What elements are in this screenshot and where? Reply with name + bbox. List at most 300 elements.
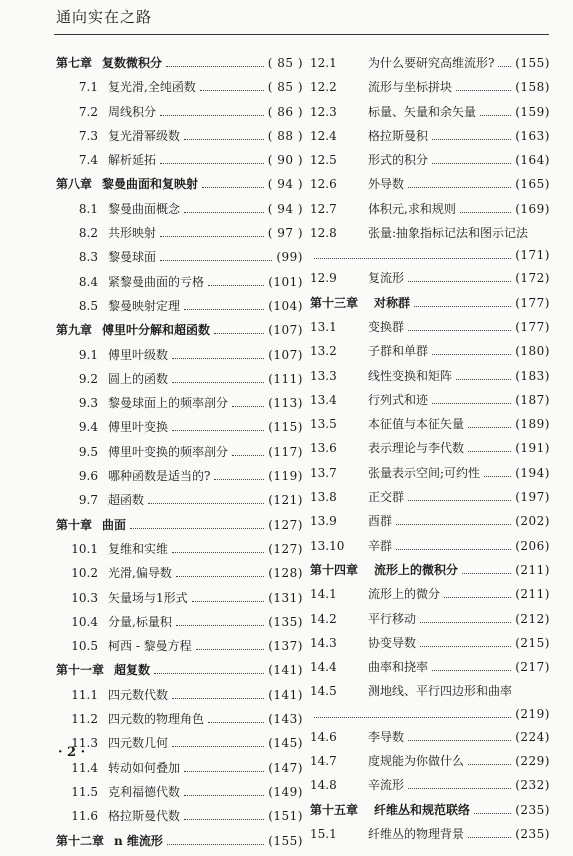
toc-entry-title: 圆上的函数	[108, 371, 169, 386]
toc-entry-page: ( 85 )	[267, 80, 303, 95]
toc-entry-number: 14.7	[310, 754, 337, 769]
toc-section-entry	[310, 127, 550, 151]
toc-entry-title: 克利福德代数	[108, 784, 181, 799]
toc-entry-page: ( 94 )	[267, 177, 303, 192]
dot-leader	[420, 637, 511, 646]
toc-entry-title: 四元数几何	[108, 736, 169, 751]
toc-entry-page: (145)	[268, 736, 303, 751]
toc-section-entry	[310, 200, 550, 224]
toc-entry-title: 张量表示空间;可约性	[368, 465, 481, 480]
toc-entry-page: (151)	[268, 809, 303, 824]
toc-entry-title: 超复数	[114, 663, 151, 678]
toc-entry-page: (206)	[515, 538, 550, 553]
toc-entry-number: 8.2	[78, 226, 98, 241]
toc-entry-number: 13.7	[310, 465, 337, 480]
toc-entry-page: (171)	[515, 248, 550, 263]
dot-leader	[160, 155, 264, 164]
toc-entry-title: 流形与坐标拼块	[368, 80, 453, 95]
dot-leader	[214, 471, 264, 480]
toc-section-entry	[56, 637, 303, 661]
toc-entry-page: (235)	[515, 802, 550, 817]
toc-entry-number: 13.1	[310, 319, 337, 334]
toc-entry-number: 11.5	[71, 784, 98, 799]
toc-entry-page: (155)	[515, 56, 550, 70]
dot-leader	[468, 419, 511, 428]
toc-entry-page: (113)	[268, 396, 303, 411]
dot-leader	[408, 780, 511, 789]
toc-chapter-entry	[310, 294, 550, 318]
toc-entry-title: 四元数的物理角色	[108, 712, 205, 727]
toc-section-entry	[310, 752, 550, 776]
running-header: 通向实在之路	[56, 8, 153, 26]
dot-leader	[172, 689, 264, 698]
toc-section-entry	[310, 537, 550, 561]
dot-leader	[396, 516, 511, 525]
toc-entry-page: (137)	[268, 639, 303, 654]
toc-entry-page: (127)	[268, 517, 303, 532]
toc-section-entry	[56, 151, 303, 175]
toc-chapter-entry	[56, 321, 303, 345]
toc-section-entry	[56, 273, 303, 297]
dot-leader	[432, 394, 511, 403]
toc-entry-title: 变换群	[368, 319, 405, 334]
dot-leader	[468, 829, 511, 838]
toc-section-entry	[310, 610, 550, 634]
toc-section-entry	[310, 825, 550, 849]
toc-entry-number: 14.6	[310, 729, 337, 744]
toc-entry-page: (143)	[268, 712, 303, 727]
toc-entry-number: 10.2	[71, 566, 98, 581]
toc-entry-number: 14.2	[310, 611, 337, 626]
toc-section-entry	[310, 367, 550, 391]
toc-entry-title: 辛群	[368, 538, 393, 553]
toc-entry-title: 柯西 - 黎曼方程	[108, 639, 192, 654]
toc-entry-page: (147)	[268, 760, 303, 775]
dot-leader	[408, 179, 511, 188]
toc-entry-page: (158)	[515, 80, 550, 95]
dot-leader	[202, 179, 264, 188]
toc-entry-page: (117)	[268, 444, 303, 459]
toc-entry-title: 度规能为你做什么	[368, 754, 465, 769]
toc-entry-number: 9.6	[78, 469, 98, 484]
toc-section-entry	[310, 54, 550, 78]
toc-entry-page: (163)	[515, 128, 550, 143]
dot-leader	[462, 565, 511, 574]
toc-section-entry	[56, 297, 303, 321]
toc-entry-page: (194)	[515, 465, 550, 480]
dot-leader	[456, 82, 511, 91]
toc-chapter-entry	[56, 175, 303, 199]
toc-section-entry	[56, 467, 303, 491]
toc-section-entry	[310, 103, 550, 127]
toc-section-entry	[310, 342, 550, 366]
toc-entry-page: (187)	[515, 392, 550, 407]
toc-entry-title: 周线积分	[108, 104, 157, 119]
toc-entry-page: ( 90 )	[267, 153, 303, 168]
toc-entry-title: 纤维丛和规范联络	[374, 802, 471, 817]
dot-leader	[444, 589, 511, 598]
toc-section-entry	[56, 540, 303, 564]
toc-entry-number: 9.2	[78, 371, 98, 386]
toc-entry-title: 形式的积分	[368, 153, 429, 168]
toc-entry-page: ( 88 )	[267, 128, 303, 143]
toc-entry-page: (128)	[268, 566, 303, 581]
dot-leader	[172, 373, 264, 382]
toc-entry-title: 曲面	[102, 517, 127, 532]
toc-entry-number: 9.1	[78, 347, 98, 362]
toc-entry-number: 9.4	[78, 420, 98, 435]
dot-leader	[184, 131, 264, 140]
dot-leader	[468, 443, 511, 452]
toc-chapter-entry	[310, 561, 550, 585]
toc-section-entry	[310, 658, 550, 682]
toc-entry-title: 子群和单群	[368, 344, 429, 359]
toc-entry-title: 流形上的微积分	[374, 562, 459, 577]
toc-entry-page: (224)	[515, 729, 550, 744]
toc-entry-page: (211)	[515, 562, 550, 577]
dot-leader	[498, 58, 511, 67]
toc-left-column	[56, 54, 303, 856]
dot-leader	[172, 544, 264, 553]
toc-entry-number: 13.8	[310, 490, 337, 505]
toc-entry-title: 格拉斯曼代数	[108, 809, 181, 824]
toc-entry-number: 第十四章	[310, 562, 359, 577]
toc-entry-title: 分量,标量积	[108, 614, 172, 629]
toc-entry-number: 14.1	[310, 587, 337, 602]
toc-entry-title: 格拉斯曼积	[368, 128, 429, 143]
toc-entry-page: (189)	[515, 417, 550, 432]
dot-leader	[208, 276, 264, 285]
toc-entry-number: 12.3	[310, 104, 337, 119]
toc-right-column	[310, 54, 550, 849]
dot-leader	[432, 131, 511, 140]
toc-entry-number: 7.4	[78, 153, 98, 168]
toc-entry-page: (119)	[268, 469, 303, 484]
toc-entry-title: 正交群	[368, 490, 405, 505]
toc-section-entry	[56, 370, 303, 394]
toc-section-entry	[56, 710, 303, 734]
toc-entry-title: 测地线、平行四边形和曲率	[368, 684, 513, 699]
toc-entry-title: 黎曼曲面和复映射	[102, 177, 199, 192]
dot-leader	[184, 811, 264, 820]
toc-entry-title: 复流形	[368, 271, 405, 286]
dot-leader	[314, 708, 511, 717]
dot-leader	[154, 665, 264, 674]
dot-leader	[456, 370, 511, 379]
toc-entry-number: 7.2	[78, 104, 98, 119]
toc-entry-number: 第十二章	[56, 833, 105, 848]
dot-leader	[184, 762, 264, 771]
dot-leader	[176, 568, 264, 577]
toc-entry-page: (235)	[515, 826, 550, 841]
toc-entry-title: 张量:抽象指标记法和图示记法	[368, 226, 529, 241]
toc-entry-page: ( 94 )	[267, 201, 303, 216]
toc-entry-page: (104)	[268, 298, 303, 313]
toc-entry-page: (149)	[268, 784, 303, 799]
toc-entry-page: (135)	[268, 614, 303, 629]
toc-section-entry	[56, 418, 303, 442]
toc-entry-number: 12.5	[310, 153, 337, 168]
dot-leader	[396, 540, 511, 549]
toc-section-entry	[310, 318, 550, 342]
dot-leader	[192, 592, 265, 601]
toc-entry-number: 12.4	[310, 128, 337, 143]
toc-entry-page: (215)	[515, 635, 550, 650]
toc-entry-title: 对称群	[374, 295, 411, 310]
toc-entry-title: 共形映射	[108, 226, 157, 241]
toc-entry-number: 10.4	[71, 614, 98, 629]
toc-entry-page: (164)	[515, 153, 550, 168]
toc-section-entry	[310, 415, 550, 439]
toc-entry-number: 9.7	[78, 493, 98, 508]
toc-entry-title: 四元数代数	[108, 687, 169, 702]
dot-leader	[172, 738, 264, 747]
toc-section-entry	[56, 491, 303, 515]
toc-entry-title: 光滑,偏导数	[108, 566, 172, 581]
dot-leader	[172, 422, 264, 431]
toc-entry-title: 哪种函数是适当的?	[108, 469, 211, 484]
toc-entry-number: 14.3	[310, 635, 337, 650]
dot-leader	[160, 252, 272, 261]
toc-entry-title: 复维和实维	[108, 541, 169, 556]
toc-entry-page: (107)	[268, 323, 303, 338]
toc-entry-number: 8.4	[78, 274, 98, 289]
toc-entry-number: 15.1	[310, 826, 337, 841]
toc-section-entry	[56, 224, 303, 248]
toc-chapter-entry	[56, 661, 303, 685]
toc-entry-title: 本征值与本征矢量	[368, 417, 465, 432]
toc-entry-page: (141)	[268, 663, 303, 678]
toc-entry-page: (212)	[515, 611, 550, 626]
toc-entry-number: 11.4	[71, 760, 98, 775]
dot-leader	[167, 835, 264, 844]
toc-section-entry	[56, 686, 303, 710]
toc-entry-title: 为什么要研究高维流形?	[368, 56, 495, 70]
toc-entry-title: 流形上的微分	[368, 587, 441, 602]
toc-entry-number: 13.2	[310, 344, 337, 359]
toc-entry-number: 12.9	[310, 271, 337, 286]
toc-entry-number: 12.7	[310, 201, 337, 216]
toc-entry-number: 13.9	[310, 514, 337, 529]
dot-leader	[160, 228, 264, 237]
toc-entry-number: 第十五章	[310, 802, 359, 817]
toc-entry-page: (107)	[268, 347, 303, 362]
toc-entry-page: ( 86 )	[267, 104, 303, 119]
toc-entry-title: 表示理论与李代数	[368, 441, 465, 456]
toc-entry-number: 14.8	[310, 778, 337, 793]
dot-leader	[314, 250, 511, 259]
dot-leader	[432, 346, 511, 355]
dot-leader	[166, 58, 264, 67]
dot-leader	[468, 756, 511, 765]
toc-entry-number: 13.4	[310, 392, 337, 407]
toc-entry-page: (217)	[515, 660, 550, 675]
toc-entry-title: 复光滑,全纯函数	[108, 80, 196, 95]
toc-section-entry	[310, 224, 550, 248]
toc-section-entry	[56, 807, 303, 831]
toc-section-entry	[310, 728, 550, 752]
toc-section-entry	[56, 443, 303, 467]
toc-entry-title: n 维流形	[114, 833, 163, 848]
toc-entry-title: 纤维丛的物理背景	[368, 826, 465, 841]
toc-entry-number: 8.1	[78, 201, 98, 216]
toc-entry-number: 13.10	[310, 538, 345, 553]
toc-entry-page: (159)	[515, 104, 550, 119]
toc-entry-page: (169)	[515, 201, 550, 216]
toc-entry-title: 线性变换和矩阵	[368, 368, 453, 383]
dot-leader	[184, 203, 264, 212]
toc-entry-title: 解析延拓	[108, 153, 157, 168]
dot-leader	[432, 155, 511, 164]
toc-entry-page: (219)	[515, 706, 550, 721]
toc-entry-number: 7.1	[78, 80, 98, 95]
toc-entry-title: 黎曼映射定理	[108, 298, 181, 313]
toc-entry-page: (232)	[515, 778, 550, 793]
toc-section-entry	[310, 175, 550, 199]
dot-leader	[184, 787, 264, 796]
dot-leader	[148, 495, 264, 504]
toc-entry-page: (180)	[515, 344, 550, 359]
toc-entry-number: 13.6	[310, 441, 337, 456]
toc-entry-page: (165)	[515, 177, 550, 192]
dot-leader	[172, 349, 264, 358]
toc-entry-number: 12.2	[310, 80, 337, 95]
dot-leader	[208, 714, 264, 723]
toc-entry-page: (183)	[515, 368, 550, 383]
toc-entry-number: 11.1	[71, 687, 98, 702]
toc-entry-title: 辛流形	[368, 778, 405, 793]
toc-entry-title: 平行移动	[368, 611, 417, 626]
toc-section-entry	[56, 589, 303, 613]
toc-section-entry	[310, 248, 550, 269]
toc-section-entry	[56, 78, 303, 102]
toc-entry-number: 第八章	[56, 177, 93, 192]
toc-entry-number: 13.5	[310, 417, 337, 432]
toc-section-entry	[310, 439, 550, 463]
toc-entry-page: (111)	[268, 371, 303, 386]
toc-entry-page: (177)	[515, 319, 550, 334]
toc-section-entry	[310, 634, 550, 658]
toc-chapter-entry	[310, 801, 550, 825]
toc-entry-page: (99)	[276, 250, 303, 265]
toc-entry-number: 12.1	[310, 56, 337, 70]
toc-entry-page: (202)	[515, 514, 550, 529]
toc-entry-title: 复数微积分	[102, 56, 163, 70]
toc-entry-title: 矢量场与1形式	[108, 590, 188, 605]
toc-section-entry	[310, 512, 550, 536]
toc-section-entry	[56, 103, 303, 127]
toc-section-entry	[56, 346, 303, 370]
toc-entry-title: 傅里叶分解和超函数	[102, 323, 211, 338]
toc-section-entry	[310, 269, 550, 293]
toc-chapter-entry	[56, 832, 303, 856]
toc-section-entry	[56, 127, 303, 151]
toc-entry-page: (155)	[268, 833, 303, 848]
toc-entry-number: 第九章	[56, 323, 93, 338]
toc-entry-title: 傅里叶变换的频率剖分	[108, 444, 229, 459]
toc-entry-page: (121)	[268, 493, 303, 508]
toc-entry-number: 13.3	[310, 368, 337, 383]
toc-entry-title: 标量、矢量和余矢量	[368, 104, 477, 119]
toc-section-entry	[56, 759, 303, 783]
dot-leader	[408, 731, 511, 740]
toc-entry-title: 傅里叶级数	[108, 347, 169, 362]
dot-leader	[420, 613, 511, 622]
toc-entry-number: 第七章	[56, 56, 93, 70]
dot-leader	[130, 519, 264, 528]
toc-entry-title: 转动如何叠加	[108, 760, 181, 775]
dot-leader	[160, 106, 264, 115]
toc-entry-number: 10.5	[71, 639, 98, 654]
toc-section-entry	[310, 464, 550, 488]
toc-section-entry	[310, 776, 550, 800]
toc-chapter-entry	[56, 54, 303, 78]
toc-entry-number: 7.3	[78, 128, 98, 143]
toc-entry-page: ( 85 )	[267, 56, 303, 70]
toc-entry-page: (229)	[515, 754, 550, 769]
toc-entry-number: 11.3	[71, 736, 98, 751]
toc-section-entry	[310, 585, 550, 609]
toc-entry-title: 复光滑幂级数	[108, 128, 181, 143]
toc-entry-title: 紧黎曼曲面的亏格	[108, 274, 205, 289]
dot-leader	[460, 203, 511, 212]
toc-section-entry	[56, 613, 303, 637]
toc-entry-page: (177)	[515, 295, 550, 310]
toc-entry-title: 酉群	[368, 514, 393, 529]
toc-entry-page: (191)	[515, 441, 550, 456]
toc-entry-number: 14.5	[310, 684, 337, 699]
toc-section-entry	[310, 78, 550, 102]
header-rule	[54, 34, 549, 35]
toc-entry-title: 黎曼球面	[108, 250, 157, 265]
toc-entry-page: (115)	[268, 420, 303, 435]
toc-section-entry	[310, 391, 550, 415]
toc-entry-page: (141)	[268, 687, 303, 702]
toc-entry-number: 10.1	[71, 541, 98, 556]
toc-entry-title: 黎曼曲面概念	[108, 201, 181, 216]
toc-entry-title: 曲率和挠率	[368, 660, 429, 675]
toc-entry-number: 11.2	[71, 712, 98, 727]
toc-entry-number: 12.6	[310, 177, 337, 192]
dot-leader	[432, 662, 511, 671]
toc-entry-page: (197)	[515, 490, 550, 505]
toc-entry-number: 第十章	[56, 517, 93, 532]
toc-entry-page: (211)	[515, 587, 550, 602]
toc-section-entry	[310, 151, 550, 175]
toc-section-entry	[56, 564, 303, 588]
toc-entry-title: 傅里叶变换	[108, 420, 169, 435]
toc-section-entry	[56, 783, 303, 807]
toc-entry-page: (101)	[268, 274, 303, 289]
dot-leader	[408, 273, 511, 282]
toc-entry-title: 李导数	[368, 729, 405, 744]
toc-section-entry	[56, 200, 303, 224]
toc-entry-number: 10.3	[71, 590, 98, 605]
toc-section-entry	[56, 248, 303, 272]
toc-entry-number: 11.6	[71, 809, 98, 824]
dot-leader	[184, 301, 264, 310]
dot-leader	[200, 82, 264, 91]
page-number: · 2 ·	[58, 745, 86, 760]
toc-section-entry	[310, 707, 550, 728]
toc-entry-title: 协变导数	[368, 635, 417, 650]
toc-entry-title: 体积元,求和规则	[368, 201, 456, 216]
toc-entry-number: 14.4	[310, 660, 337, 675]
toc-entry-number: 第十一章	[56, 663, 105, 678]
toc-entry-title: 行列式和迹	[368, 392, 429, 407]
dot-leader	[408, 322, 511, 331]
toc-entry-page: (131)	[268, 590, 303, 605]
